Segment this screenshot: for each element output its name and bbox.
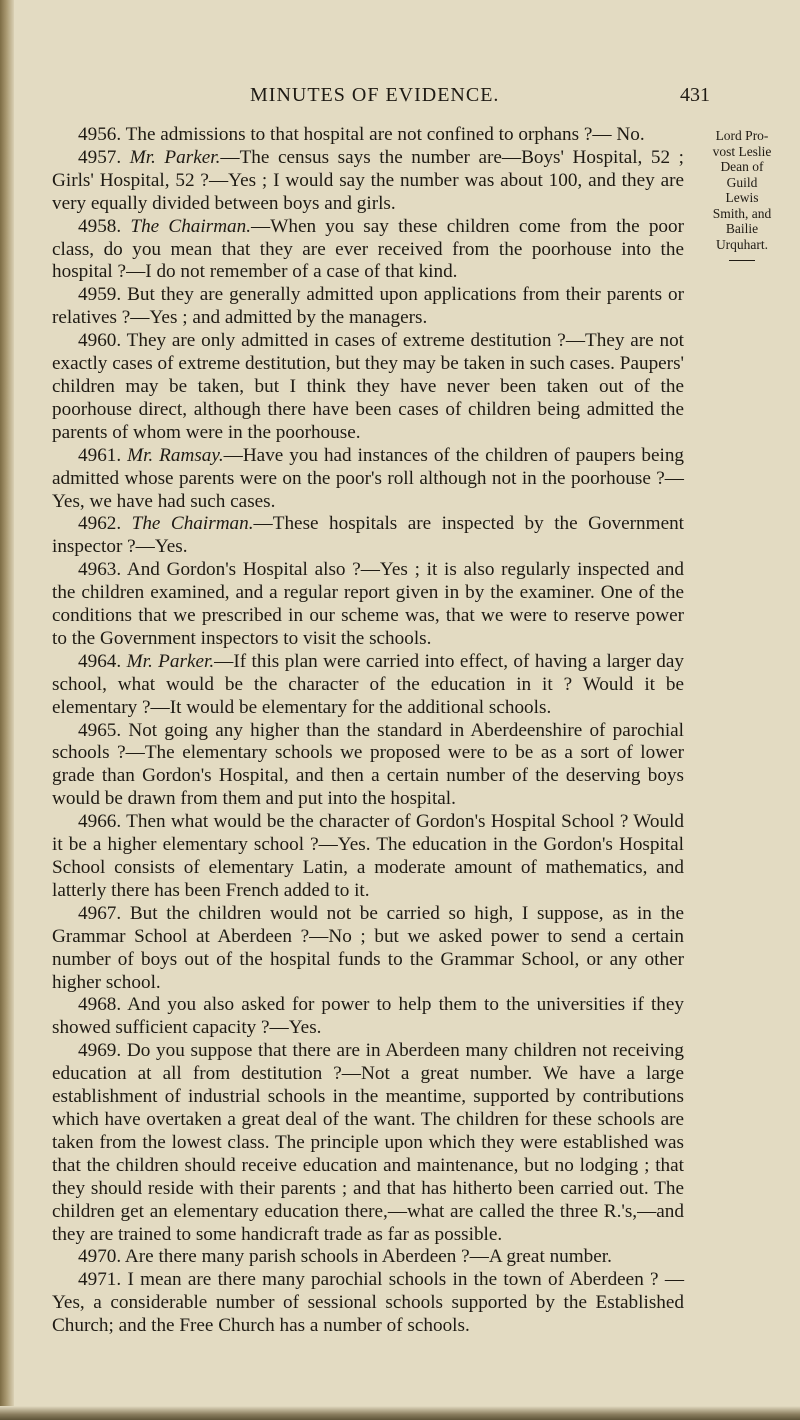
question-text: —When you say these children come from the poor class, do you mean that they are ever received from the poorhouse into the hospital ?—I do not remember of a case of that kind.	[52, 215, 684, 283]
book-spine-shadow	[0, 0, 14, 1420]
running-title: MINUTES OF EVIDENCE.	[250, 84, 500, 106]
question-number: 4963.	[78, 559, 122, 581]
margin-note-line: Urquhart.	[715, 236, 769, 252]
question-number: 4969.	[78, 1040, 122, 1062]
speaker: The Chairman.	[131, 513, 254, 535]
evidence-paragraph	[52, 513, 684, 559]
question-text: But the children would not be carried so high, I suppose, as in the Grammar School at Aberdeen ?—No ; but we asked power to send a certain number of boys out of the hospital funds to the Grammar School, or any other higher school.	[52, 902, 684, 993]
question-number: 4970.	[78, 1246, 122, 1268]
margin-note-line: Bailie	[725, 221, 759, 236]
speaker: Mr. Parker.	[126, 650, 215, 672]
question-number: 4956.	[78, 124, 122, 145]
page-header	[50, 84, 730, 114]
margin-note-line: Dean of	[720, 159, 764, 174]
question-text: The admissions to that hospital are not confined to orphans ?— No.	[125, 124, 645, 145]
evidence-paragraph	[52, 445, 684, 514]
evidence-paragraph	[52, 147, 684, 216]
question-text: —The census says the number are—Boys' Hospital, 52 ; Girls' Hospital, 52 ?—Yes ; I would say the number was about 100, and they are very equally divided between boys and girls.	[52, 146, 684, 214]
question-text: And Gordon's Hospital also ?—Yes ; it is also regularly inspected and the children examined, and a regular report given in by the examiner. One of the conditions that we prescribed in our scheme was, that we were to reserve power to the Government inspectors to visit the schools.	[52, 559, 684, 649]
evidence-paragraph	[52, 811, 684, 903]
speaker: The Chairman.	[130, 215, 252, 237]
evidence-paragraph	[52, 284, 684, 330]
question-text: Then what would be the character of Gordon's Hospital School ? Would it be a higher elementary school ?—Yes. The education in the Gordon's Hospital School consists of elementary Latin, a moderate amount of mathematics, and latterly there has been French added to it.	[52, 811, 684, 901]
evidence-paragraph	[52, 994, 684, 1040]
evidence-body	[52, 124, 684, 1338]
margin-note	[704, 128, 780, 261]
evidence-paragraph	[52, 559, 684, 651]
evidence-paragraph	[52, 1246, 684, 1269]
question-text: They are only admitted in cases of extreme destitution ?—They are not exactly cases of extreme destitution, but they may be taken in such cases. Paupers' children may be taken, but I think they have never been taken out of the poorhouse direct, although there have been cases of children being admitted the parents of whom were in the poorhouse.	[52, 330, 685, 443]
question-text: —If this plan were carried into effect, of having a larger day school, what would be the character of the education in it ? Would it be elementary ?—It would be elementary for the additional schools.	[52, 650, 685, 718]
question-number: 4967.	[78, 902, 122, 924]
evidence-paragraph	[52, 124, 684, 147]
question-number: 4965.	[78, 719, 122, 741]
question-text: But they are generally admitted upon applications from their parents or relatives ?—Yes ; and admitted by the managers.	[52, 284, 685, 329]
question-text: —Have you had instances of the children of paupers being admitted whose parents were on the poor's roll although not in the poorhouse ?—Yes, we have had such cases.	[52, 444, 685, 512]
question-text: Are there many parish schools in Aberdeen ?—A great number.	[124, 1246, 612, 1268]
evidence-paragraph	[52, 720, 684, 812]
question-text: Do you suppose that there are in Aberdeen many children not receiving education at all from destitution ?—Not a great number. We have a large establishment of industrial schools in the meantime, supported by contributions which have overtaken a great deal of the want. The children for these schools are taken from the lowest class. The principle upon which they were established was that the children should receive education and maintenance, but no lodging ; that they should reside with their parents ; and that has hitherto been carried out. The children get an elementary education there,—what are called the three R.'s,—and they are trained to some handicraft trade as far as possible.	[52, 1040, 684, 1245]
question-number: 4964.	[78, 650, 122, 672]
evidence-paragraph	[52, 1040, 684, 1246]
question-number: 4958.	[78, 215, 122, 237]
question-number: 4966.	[78, 811, 122, 833]
question-text: I mean are there many parochial schools in the town of Aberdeen ? —Yes, a considerable number of sessional schools supported by the Established Church; and the Free Church has a number of schools.	[52, 1269, 685, 1337]
margin-note-line: Lewis	[725, 190, 759, 205]
question-text: Not going any higher than the standard in Aberdeenshire of parochial schools ?—The elementary schools we proposed were to be as a sort of lower grade than Gordon's Hospital, and then a certain number of the deserving boys would be drawn from them and put into the hospital.	[52, 719, 684, 810]
evidence-paragraph	[52, 1269, 684, 1338]
margin-note-line: Guild	[726, 174, 758, 190]
page-number: 431	[680, 84, 710, 106]
question-number: 4971.	[78, 1269, 122, 1291]
margin-note-line: Smith, and	[712, 205, 772, 221]
page-bottom-edge	[0, 1406, 800, 1420]
question-number: 4957.	[78, 146, 122, 168]
question-number: 4961.	[78, 444, 122, 466]
evidence-paragraph	[52, 651, 684, 720]
question-text: And you also asked for power to help them to the universities if they showed sufficient capacity ?—Yes.	[52, 994, 684, 1039]
evidence-paragraph	[52, 330, 684, 445]
question-text: —These hospitals are inspected by the Government inspector ?—Yes.	[52, 513, 685, 558]
margin-note-line: Lord Pro-	[715, 128, 769, 143]
evidence-paragraph	[52, 216, 684, 285]
evidence-paragraph	[52, 903, 684, 995]
margin-note-line: vost Leslie	[712, 143, 772, 159]
speaker: Mr. Parker.	[129, 146, 221, 168]
margin-note-rule	[729, 260, 755, 261]
question-number: 4962.	[78, 513, 122, 535]
question-number: 4960.	[78, 330, 122, 352]
question-number: 4968.	[78, 994, 122, 1016]
speaker: Mr. Ramsay.	[127, 444, 224, 466]
question-number: 4959.	[78, 284, 122, 306]
